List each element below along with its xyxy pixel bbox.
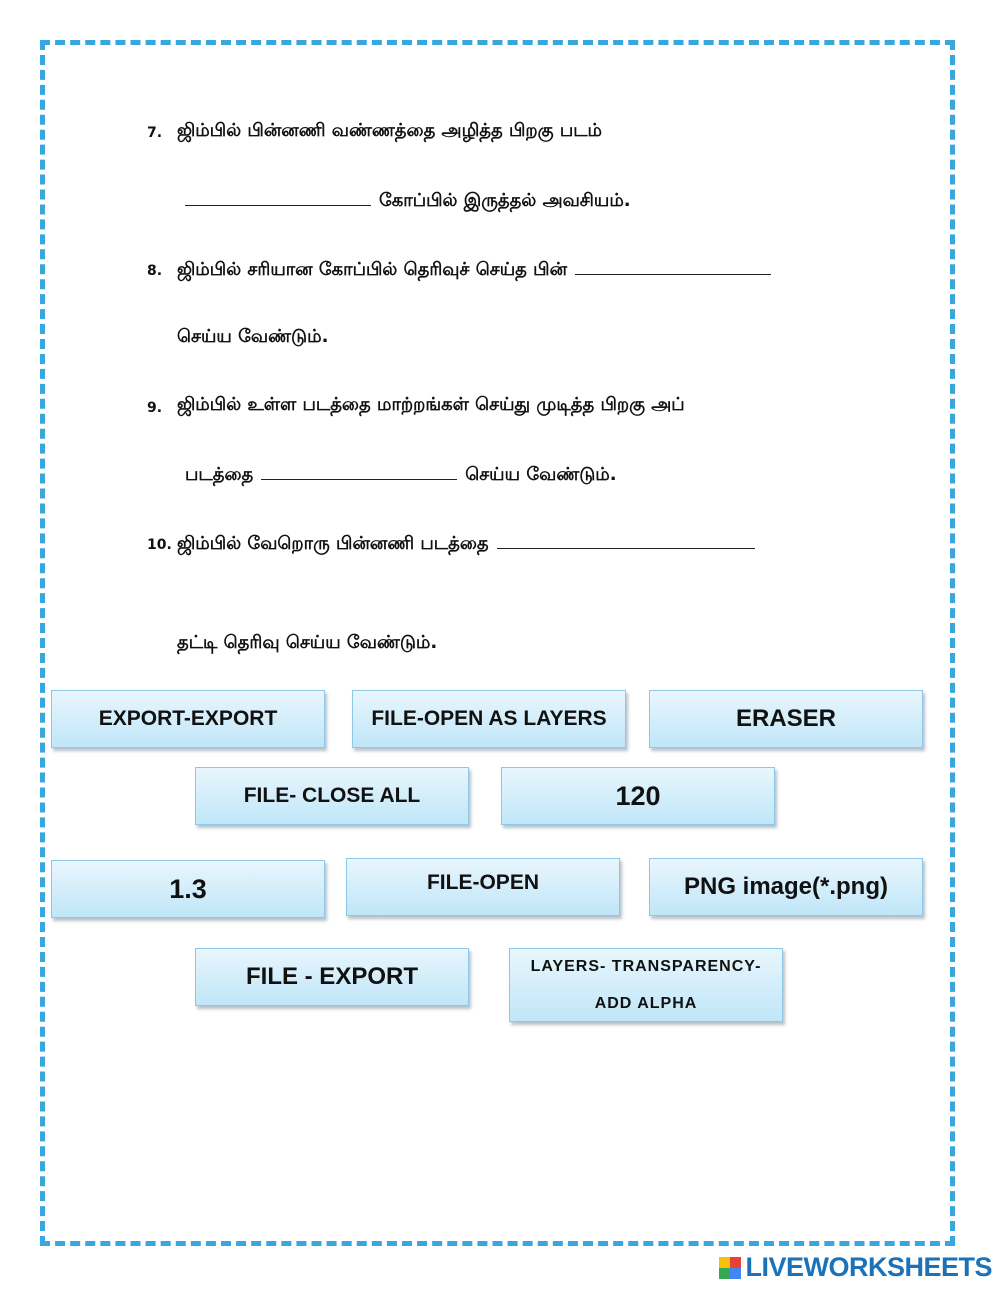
option-alpha-line-2: ADD ALPHA <box>594 995 698 1012</box>
question-8-number: 8. <box>147 263 163 279</box>
question-10-line2: தட்டி தெரிவு செய்ய வேண்டும். <box>177 632 438 653</box>
option-eraser[interactable]: ERASER <box>649 690 923 748</box>
brand-name: LIVEWORKSHEETS <box>745 1252 992 1282</box>
question-8-text: ஜிம்பில் சரியான கோப்பில் தெரிவுச் செய்த பின் <box>177 259 568 280</box>
question-9-continuation: செய்ய வேண்டும். <box>465 464 617 485</box>
question-7-number: 7. <box>147 125 163 141</box>
question-8-line2: செய்ய வேண்டும். <box>177 326 329 347</box>
answer-blank-7[interactable] <box>185 187 371 206</box>
question-7-continuation: கோப்பில் இருத்தல் அவசியம். <box>379 190 631 211</box>
question-9-text: ஜிம்பில் உள்ள படத்தை மாற்றங்கள் செய்து முடித்த பிறகு அப் <box>177 394 685 415</box>
question-9-number: 9. <box>147 400 163 416</box>
option-file-close-all[interactable]: FILE- CLOSE ALL <box>195 767 469 825</box>
option-layers-add-alpha[interactable] <box>509 948 783 1022</box>
option-file-export[interactable]: FILE - EXPORT <box>195 948 469 1006</box>
question-7-line2 <box>177 187 631 213</box>
question-8-text-line <box>177 256 779 282</box>
option-120[interactable]: 120 <box>501 767 775 825</box>
option-1-3[interactable]: 1.3 <box>51 860 325 918</box>
answer-blank-10[interactable] <box>497 530 755 549</box>
option-alpha-line-1: LAYERS- TRANSPARENCY- <box>530 958 762 975</box>
liveworksheets-logo-icon <box>719 1257 741 1279</box>
question-9-line2 <box>185 461 617 487</box>
option-file-open-as-layers[interactable]: FILE-OPEN AS LAYERS <box>352 690 626 748</box>
question-10-text-line <box>177 530 763 556</box>
option-png-image[interactable]: PNG image(*.png) <box>649 858 923 916</box>
question-7-text: ஜிம்பில் பின்னணி வண்ணத்தை அழித்த பிறகு படம் <box>177 120 603 141</box>
liveworksheets-brand[interactable] <box>719 1252 992 1283</box>
answer-blank-8[interactable] <box>575 256 771 275</box>
question-10-number: 10. <box>147 537 172 553</box>
option-file-open[interactable]: FILE-OPEN <box>346 858 620 916</box>
answer-blank-9[interactable] <box>261 461 457 480</box>
option-export-export[interactable]: EXPORT-EXPORT <box>51 690 325 748</box>
question-9-prefix: படத்தை <box>185 464 254 485</box>
question-10-text: ஜிம்பில் வேறொரு பின்னணி படத்தை <box>177 533 489 554</box>
